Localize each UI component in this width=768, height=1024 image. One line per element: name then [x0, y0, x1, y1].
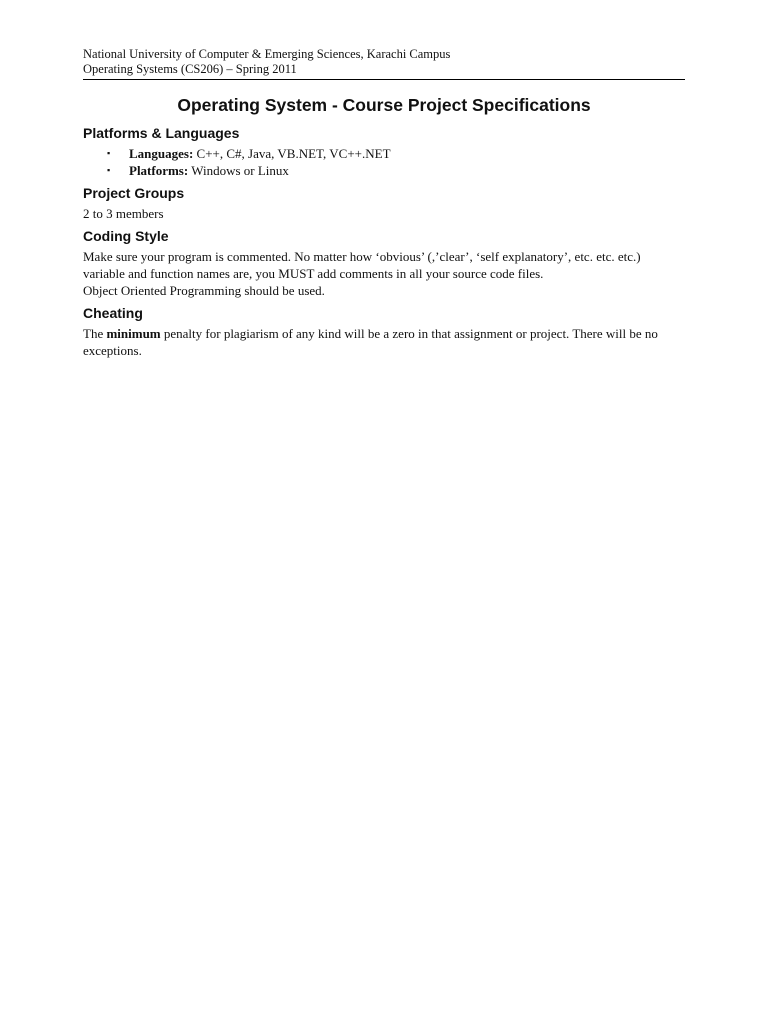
coding-style-oop-text: Object Oriented Programming should be used.: [83, 283, 325, 298]
platforms-list: [83, 145, 685, 179]
cheating-text-end: penalty for plagiarism of any kind will be a zero in that assignment or project. There will be no exceptions.: [83, 326, 658, 358]
coding-style-text: Make sure your program is commented. No matter how ‘obvious’ (,’clear’, ‘self explanatory’, etc. etc. etc.) variable and function names are, you MUST add comments in all your source code files.: [83, 249, 641, 281]
header-course: Operating Systems (CS206) – Spring 2011: [83, 62, 297, 76]
project-groups-text: 2 to 3 members: [83, 206, 164, 221]
languages-value: C++, C#, Java, VB.NET, VC++.NET: [193, 146, 391, 161]
bullet-icon: ▪: [107, 165, 111, 175]
header-divider: [83, 79, 685, 80]
page-header: [83, 47, 685, 80]
languages-label: Languages:: [129, 146, 194, 161]
list-item-languages: [107, 145, 685, 162]
header-institution: National University of Computer & Emerging Sciences, Karachi Campus: [83, 47, 451, 61]
document-title: Operating System - Course Project Specifications: [177, 95, 591, 115]
heading-cheating: Cheating: [83, 305, 143, 321]
cheating-text-start: The: [83, 326, 107, 341]
list-item-platforms: [107, 162, 685, 179]
cheating-emphasis: minimum: [106, 326, 161, 341]
heading-coding-style: Coding Style: [83, 228, 169, 244]
heading-project-groups: Project Groups: [83, 185, 185, 201]
heading-platforms-languages: Platforms & Languages: [83, 125, 240, 141]
platforms-label: Platforms:: [129, 163, 189, 178]
cheating-text: [83, 325, 685, 359]
document-body: [83, 94, 685, 364]
bullet-icon: ▪: [107, 148, 111, 158]
platforms-value: Windows or Linux: [188, 163, 289, 178]
